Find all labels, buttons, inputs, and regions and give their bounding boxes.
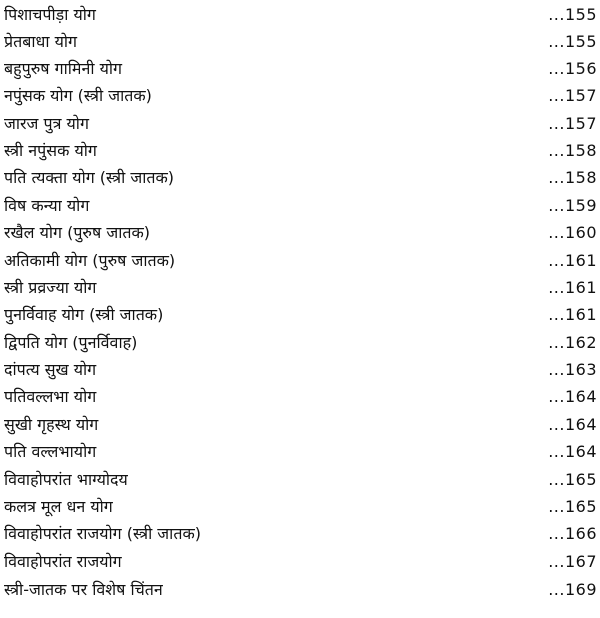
toc-entry-title: जारज पुत्र योग xyxy=(4,114,89,133)
toc-entry-page: ...165 xyxy=(548,470,597,489)
toc-entry xyxy=(0,411,600,438)
toc-entry xyxy=(0,247,600,274)
toc-entry-page: ...158 xyxy=(548,168,597,187)
toc-entry-title: स्त्री प्रव्रज्या योग xyxy=(4,278,97,297)
toc-entry xyxy=(0,274,600,301)
toc-entry-title: स्त्री-जातक पर विशेष चिंतन xyxy=(4,580,163,599)
toc-entry-page: ...164 xyxy=(548,442,597,461)
toc-entry-page: ...161 xyxy=(548,251,597,270)
toc-entry-page: ...165 xyxy=(548,497,597,516)
toc-entry-title: बहुपुरुष गामिनी योग xyxy=(4,59,123,78)
toc-entry xyxy=(0,301,600,328)
toc-entry xyxy=(0,466,600,493)
toc-entry-page: ...164 xyxy=(548,415,597,434)
toc-entry xyxy=(0,520,600,547)
toc-entry xyxy=(0,576,600,603)
toc-entry-title: कलत्र मूल धन योग xyxy=(4,497,113,516)
toc-entry-page: ...166 xyxy=(548,524,597,543)
toc-entry-page: ...160 xyxy=(548,223,597,242)
toc-entry-title: प्रेतबाधा योग xyxy=(4,32,78,51)
toc-entry-title: विवाहोपरांत भाग्योदय xyxy=(4,470,128,489)
toc-entry xyxy=(0,82,600,109)
toc-entry xyxy=(0,110,600,137)
toc-entry xyxy=(0,383,600,410)
toc-entry xyxy=(0,164,600,191)
toc-entry-title: विवाहोपरांत राजयोग (स्त्री जातक) xyxy=(4,524,201,543)
toc-entry-page: ...155 xyxy=(548,32,597,51)
toc-entry xyxy=(0,55,600,82)
toc-entry-title: पुनर्विवाह योग (स्त्री जातक) xyxy=(4,305,164,324)
toc-entry-title: पति त्यक्ता योग (स्त्री जातक) xyxy=(4,168,174,187)
toc-entry xyxy=(0,493,600,520)
toc-entry-title: स्त्री नपुंसक योग xyxy=(4,141,97,160)
toc-entry-title: पतिवल्लभा योग xyxy=(4,387,97,406)
toc-entry-page: ...156 xyxy=(548,59,597,78)
toc-entry-page: ...162 xyxy=(548,333,597,352)
toc-entry-title: रखैल योग (पुरुष जातक) xyxy=(4,223,150,242)
toc-entry xyxy=(0,28,600,55)
toc-entry-page: ...155 xyxy=(548,5,597,24)
toc-entry-page: ...159 xyxy=(548,196,597,215)
toc-entry-page: ...169 xyxy=(548,580,597,599)
toc-entry xyxy=(0,192,600,219)
toc-entry-title: अतिकामी योग (पुरुष जातक) xyxy=(4,251,176,270)
toc-entry xyxy=(0,548,600,575)
toc-entry-page: ...157 xyxy=(548,114,597,133)
toc-entry-title: नपुंसक योग (स्त्री जातक) xyxy=(4,86,152,105)
toc-entry-title: पिशाचपीड़ा योग xyxy=(4,5,96,24)
toc-entry-page: ...161 xyxy=(548,278,597,297)
toc-entry xyxy=(0,219,600,246)
toc-entry-title: सुखी गृहस्थ योग xyxy=(4,415,99,434)
toc-entry-page: ...161 xyxy=(548,305,597,324)
toc-entry-title: विष कन्या योग xyxy=(4,196,90,215)
toc-entry-title: दांपत्य सुख योग xyxy=(4,360,97,379)
toc-entry-title: विवाहोपरांत राजयोग xyxy=(4,552,122,571)
toc-entry xyxy=(0,137,600,164)
toc-entry xyxy=(0,329,600,356)
toc-entry-page: ...158 xyxy=(548,141,597,160)
toc-entry-page: ...164 xyxy=(548,387,597,406)
toc-entry-page: ...167 xyxy=(548,552,597,571)
toc-entry xyxy=(0,438,600,465)
toc-entry xyxy=(0,1,600,28)
toc-entry-title: द्विपति योग (पुनर्विवाह) xyxy=(4,333,138,352)
toc-entry-page: ...157 xyxy=(548,86,597,105)
toc-entry-title: पति वल्लभायोग xyxy=(4,442,97,461)
toc-entry-page: ...163 xyxy=(548,360,597,379)
toc-entry xyxy=(0,356,600,383)
